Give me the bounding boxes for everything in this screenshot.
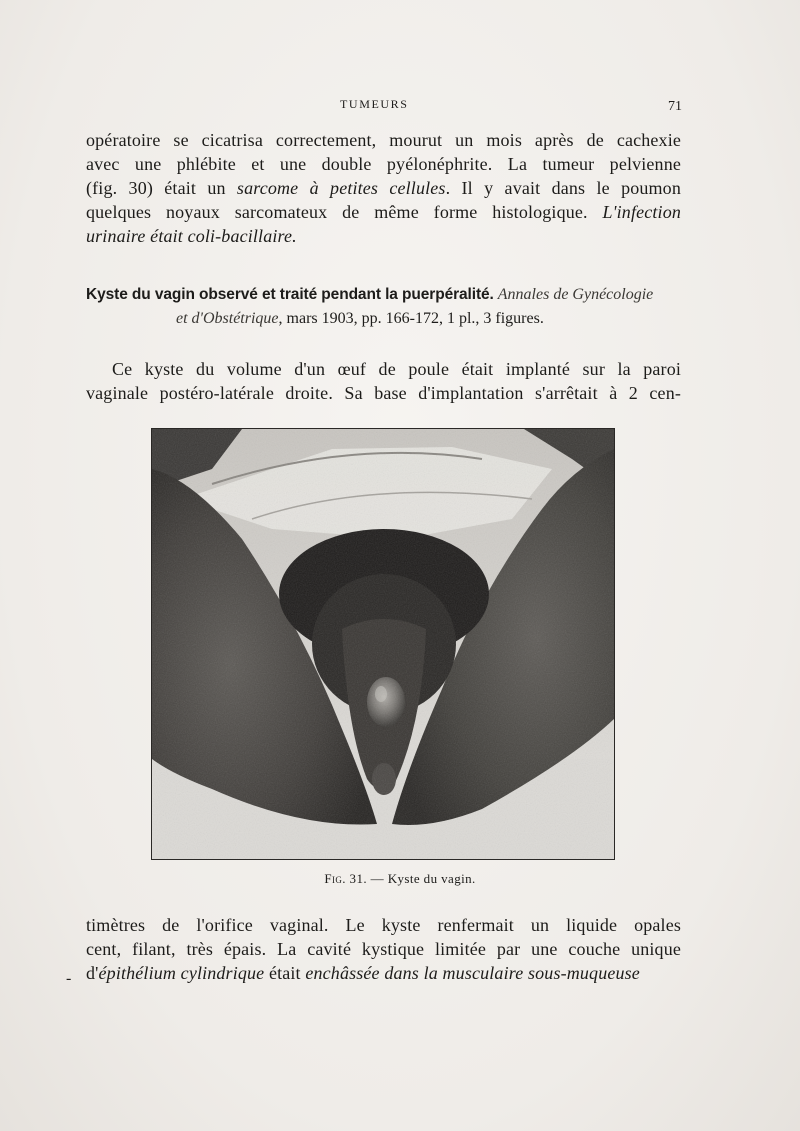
italic-run: L'infection xyxy=(602,202,681,222)
figure-caption xyxy=(0,871,800,887)
reference-journal: Annales de Gynécologie xyxy=(497,286,654,303)
text-line xyxy=(86,961,681,985)
italic-run: épithélium cylindrique xyxy=(98,963,265,983)
paragraph-cyst-description xyxy=(86,357,681,405)
figure-photograph xyxy=(151,428,615,860)
text-line: avec une phlébite et une double pyélonéphrite. La tumeur pelvienne xyxy=(86,154,681,174)
italic-run: enchâssée dans la musculaire sous-muqueuse xyxy=(305,963,640,983)
bibliographic-reference xyxy=(86,283,682,331)
page-number: 71 xyxy=(668,99,682,114)
text-line xyxy=(86,176,681,200)
text-run: quelques noyaux sarcomateux de même forme histologique. xyxy=(86,202,603,222)
text-line xyxy=(86,200,681,224)
text-run: était xyxy=(264,963,306,983)
reference-journal-cont: et d'Obstétrique xyxy=(176,310,279,327)
running-title: TUMEURS xyxy=(340,97,409,111)
text-run: (fig. 30) était un xyxy=(86,178,237,198)
margin-mark: - xyxy=(66,970,72,987)
figure-caption-text: — Kyste du vagin. xyxy=(367,871,476,886)
text-run: d' xyxy=(86,963,99,983)
reference-details: , mars 1903, pp. 166-172, 1 pl., 3 figures. xyxy=(278,310,544,327)
paragraph-cyst-continued xyxy=(86,913,681,985)
paragraph-case-conclusion xyxy=(86,128,681,248)
text-line: opératoire se cicatrisa correctement, mourut un mois après de cachexie xyxy=(86,130,681,150)
clinical-photograph xyxy=(152,429,614,859)
reference-title: Kyste du vagin observé et traité pendant la puerpéralité. xyxy=(86,286,494,303)
text-line: cent, filant, très épais. La cavité kystique limitée par une couche unique xyxy=(86,939,681,959)
text-line: urinaire était coli-bacillaire. xyxy=(86,226,297,246)
text-line: vaginale postéro-latérale droite. Sa base d'implantation s'arrêtait à 2 cen- xyxy=(86,383,681,403)
text-line: timètres de l'orifice vaginal. Le kyste renfermait un liquide opales xyxy=(86,915,681,935)
text-run: . Il y avait dans le poumon xyxy=(445,178,681,198)
italic-run: sarcome à petites cellules xyxy=(236,178,446,198)
text-line: Ce kyste du volume d'un œuf de poule était implanté sur la paroi xyxy=(112,359,681,379)
photo-grain xyxy=(152,429,614,859)
figure-label: Fig. 31. xyxy=(324,871,367,886)
reference-line-2 xyxy=(86,307,682,331)
running-head xyxy=(0,97,800,117)
